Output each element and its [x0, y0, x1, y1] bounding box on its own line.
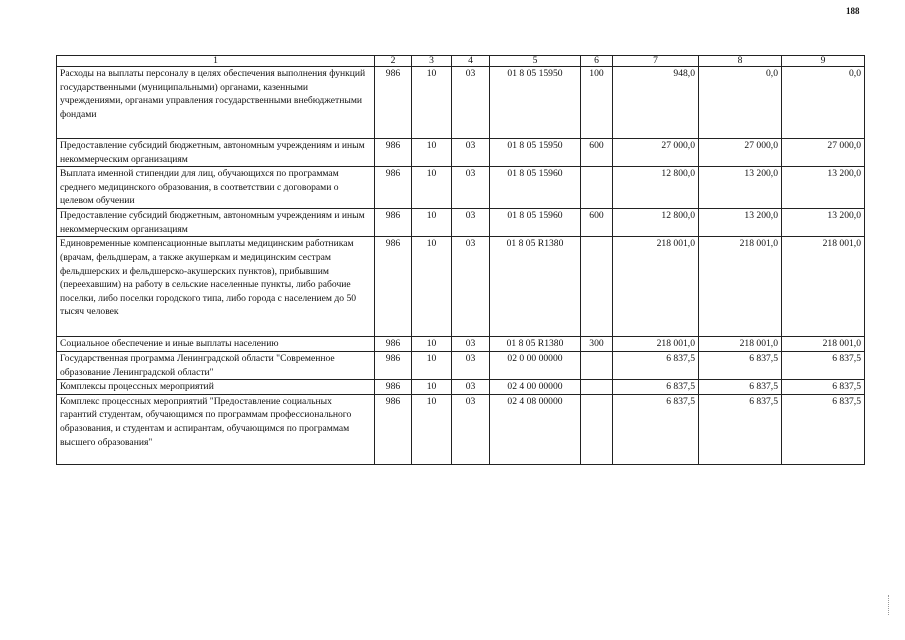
- amount-col-9: 6 837,5: [782, 351, 865, 379]
- target-article-code: 01 8 05 15960: [490, 209, 581, 237]
- target-article-code: 02 4 08 00000: [490, 394, 581, 464]
- expense-type-code: [581, 380, 613, 395]
- admin-code: 986: [375, 167, 412, 209]
- amount-col-7: 6 837,5: [613, 380, 699, 395]
- section-code: 10: [412, 351, 452, 379]
- target-article-code: 02 4 00 00000: [490, 380, 581, 395]
- admin-code: 986: [375, 380, 412, 395]
- table-row: [57, 139, 865, 167]
- expense-name: Выплата именной стипендии для лиц, обучающихся по программам среднего медицинского образования, в соответствии с договорами о целевом обучении: [57, 167, 375, 209]
- amount-col-8: 6 837,5: [699, 380, 782, 395]
- amount-col-7: 218 001,0: [613, 237, 699, 337]
- subsection-code: 03: [452, 380, 490, 395]
- expense-name: Единовременные компенсационные выплаты медицинским работникам (врачам, фельдшерам, а также акушеркам и медицинским сестрам фельдшерских и фельдшерско-акушерских пунктов), прибывшим (переехавшим) на работу в сельские населенные пункты, либо рабочие поселки, либо поселки городского типа, либо города с населением до 50 тысяч человек: [57, 237, 375, 337]
- expense-name: Комплексы процессных мероприятий: [57, 380, 375, 395]
- amount-col-7: 12 800,0: [613, 167, 699, 209]
- table-row: [57, 380, 865, 395]
- expense-name: Предоставление субсидий бюджетным, автономным учреждениям и иным некоммерческим организациям: [57, 139, 375, 167]
- table-header-row: [57, 56, 865, 67]
- amount-col-9: 6 837,5: [782, 380, 865, 395]
- column-header: 4: [452, 56, 490, 67]
- amount-col-7: 6 837,5: [613, 394, 699, 464]
- expense-name: Социальное обеспечение и иные выплаты населению: [57, 337, 375, 352]
- subsection-code: 03: [452, 67, 490, 139]
- section-code: 10: [412, 67, 452, 139]
- admin-code: 986: [375, 139, 412, 167]
- subsection-code: 03: [452, 394, 490, 464]
- column-header: 3: [412, 56, 452, 67]
- amount-col-8: 218 001,0: [699, 237, 782, 337]
- target-article-code: 01 8 05 R1380: [490, 237, 581, 337]
- section-code: 10: [412, 237, 452, 337]
- table-row: [57, 351, 865, 379]
- subsection-code: 03: [452, 237, 490, 337]
- column-header: 7: [613, 56, 699, 67]
- admin-code: 986: [375, 337, 412, 352]
- expense-type-code: 100: [581, 67, 613, 139]
- column-header: 5: [490, 56, 581, 67]
- amount-col-9: 218 001,0: [782, 237, 865, 337]
- amount-col-7: 6 837,5: [613, 351, 699, 379]
- amount-col-9: 13 200,0: [782, 209, 865, 237]
- table-row: [57, 67, 865, 139]
- expense-name: Расходы на выплаты персоналу в целях обеспечения выполнения функций государственными (муниципальными) органами, казенными учреждениями, органами управления государственными внебюджетными фондами: [57, 67, 375, 139]
- target-article-code: 01 8 05 R1380: [490, 337, 581, 352]
- amount-col-9: 13 200,0: [782, 167, 865, 209]
- expense-name: Предоставление субсидий бюджетным, автономным учреждениям и иным некоммерческим организациям: [57, 209, 375, 237]
- expense-type-code: [581, 351, 613, 379]
- section-code: 10: [412, 380, 452, 395]
- section-code: 10: [412, 139, 452, 167]
- admin-code: 986: [375, 67, 412, 139]
- admin-code: 986: [375, 394, 412, 464]
- expense-name: Комплекс процессных мероприятий "Предоставление социальных гарантий студентам, обучающимся по программам профессионального образования, и студентам и аспирантам, обучающимся по программам высшего образования": [57, 394, 375, 464]
- subsection-code: 03: [452, 209, 490, 237]
- subsection-code: 03: [452, 351, 490, 379]
- section-code: 10: [412, 337, 452, 352]
- amount-col-9: 218 001,0: [782, 337, 865, 352]
- expense-type-code: 600: [581, 209, 613, 237]
- amount-col-8: 218 001,0: [699, 337, 782, 352]
- expense-type-code: [581, 394, 613, 464]
- section-code: 10: [412, 209, 452, 237]
- amount-col-8: 6 837,5: [699, 351, 782, 379]
- table-row: [57, 209, 865, 237]
- expense-name: Государственная программа Ленинградской области "Современное образование Ленинградской области": [57, 351, 375, 379]
- table-row: [57, 337, 865, 352]
- target-article-code: 02 0 00 00000: [490, 351, 581, 379]
- amount-col-9: 6 837,5: [782, 394, 865, 464]
- table-row: [57, 237, 865, 337]
- expense-type-code: [581, 237, 613, 337]
- subsection-code: 03: [452, 167, 490, 209]
- budget-table: [56, 55, 865, 465]
- subsection-code: 03: [452, 139, 490, 167]
- admin-code: 986: [375, 237, 412, 337]
- admin-code: 986: [375, 351, 412, 379]
- amount-col-7: 27 000,0: [613, 139, 699, 167]
- table-row: [57, 167, 865, 209]
- section-code: 10: [412, 394, 452, 464]
- amount-col-7: 948,0: [613, 67, 699, 139]
- expense-type-code: [581, 167, 613, 209]
- amount-col-9: 27 000,0: [782, 139, 865, 167]
- amount-col-7: 12 800,0: [613, 209, 699, 237]
- table-row: [57, 394, 865, 464]
- column-header: 6: [581, 56, 613, 67]
- amount-col-9: 0,0: [782, 67, 865, 139]
- column-header: 2: [375, 56, 412, 67]
- column-header: 9: [782, 56, 865, 67]
- page-number: 188: [846, 6, 860, 16]
- expense-type-code: 600: [581, 139, 613, 167]
- amount-col-8: 13 200,0: [699, 167, 782, 209]
- scan-margin-mark: [888, 595, 890, 615]
- section-code: 10: [412, 167, 452, 209]
- target-article-code: 01 8 05 15960: [490, 167, 581, 209]
- amount-col-8: 27 000,0: [699, 139, 782, 167]
- target-article-code: 01 8 05 15950: [490, 67, 581, 139]
- column-header: 1: [57, 56, 375, 67]
- admin-code: 986: [375, 209, 412, 237]
- subsection-code: 03: [452, 337, 490, 352]
- expense-type-code: 300: [581, 337, 613, 352]
- amount-col-8: 6 837,5: [699, 394, 782, 464]
- amount-col-8: 0,0: [699, 67, 782, 139]
- target-article-code: 01 8 05 15950: [490, 139, 581, 167]
- column-header: 8: [699, 56, 782, 67]
- amount-col-7: 218 001,0: [613, 337, 699, 352]
- amount-col-8: 13 200,0: [699, 209, 782, 237]
